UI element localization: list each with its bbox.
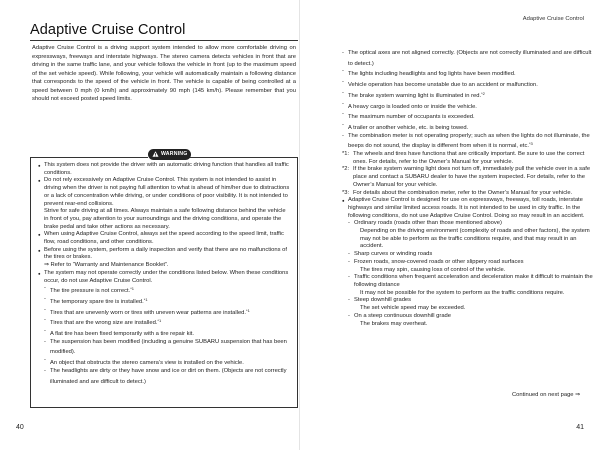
road-condition-item: - Ordinary roads (roads other than those mentioned above) Depending on the driving environment (complexity of roads and other factors), the system may not be able to perform as the traffic conditions require, and that may result in an accident. — [348, 220, 595, 251]
list-item: ● Do not rely excessively on Adaptive Cruise Control. This system is not intended to assist in driving when the driver is not paying full attention to what is ahead of him/her due to distractions or a lack of concentration while driving, or under conditions of poor visibility. It is not intended to prevent rear-end collisions. Strive for safe driving at all times. Always maintain a safe following distance behind the vehicle in front of you, pay attention to your surroundings and the driving conditions, and operate the brake pedal and take other actions as necessary. — [38, 177, 291, 231]
condition-item: - The brake system warning light is illuminated in red.$^{*2}$ — [342, 90, 595, 101]
condition-item: - The temporary spare tire is installed.$^{*1}$ — [44, 296, 291, 307]
reference-link-text: ⇒ Refer to “Warranty and Maintenance Booklet”. — [44, 262, 169, 269]
footnote-list — [342, 151, 595, 197]
warning-label: WARNING — [161, 151, 188, 157]
intro-paragraph: Adaptive Cruise Control is a driving support system intended to allow more comfortable driving on expressways, freeways and interstate highways. The stereo camera detects vehicles in front that are driving in the same traffic lane, and your vehicle follows the vehicle in front (up to the maximum speed of the set vehicle speed). While following, your vehicle will automatically maintain a following distance that corresponds to the speed of the vehicle in front. The vehicle is capable of being controlled at a speed between 0 mph (0 km/h) and approximately 90 mph (145 km/h). Please remember that you should not exceed posted speed limits. — [32, 45, 296, 102]
right-column — [342, 50, 595, 328]
warning-list — [38, 162, 291, 386]
footnote: *3: For details about the combination meter, refer to the Owner’s Manual for your vehicle. — [342, 189, 573, 196]
continued-on-next-page: Continued on next page ⇒ — [511, 392, 580, 398]
condition-item: - The maximum number of occupants is exceeded. — [342, 111, 595, 122]
warning-badge — [148, 145, 186, 163]
title-rule — [30, 40, 298, 41]
condition-item: - The suspension has been modified (including a genuine SUBARU suspension that has been modified). — [44, 339, 291, 357]
condition-item: - An object that obstructs the stereo camera’s view is installed on the vehicle. — [44, 357, 291, 368]
road-condition-item: - Traffic conditions when frequent acceleration and deceleration make it difficult to maintain the following distance It may not be possible for the system to perform as the traffic conditions require. — [348, 274, 595, 297]
road-condition-item: - Sharp curves or winding roads — [348, 251, 595, 259]
condition-item: - The optical axes are not aligned correctly. (Objects are not correctly illuminated and are difficult to detect.) — [342, 50, 595, 68]
condition-list-continued — [342, 50, 595, 151]
condition-item: - The lights including headlights and fog lights have been modified. — [342, 68, 595, 79]
list-item: ● Adaptive Cruise Control is designed for use on expressways, freeways, toll roads, interstate highways and similar limited access roads. It is not intended to be used in city traffic. In the following conditions, do not use Adaptive Cruise Control. Doing so may result in an accident. - Ordinary roads (roads other than those mentioned above) Depending on the driving environment (complexity of roads and other factors), the system may not be able to perform as the traffic conditions require, and that may result in an accident. - Sharp curves or winding roads - Frozen roads, snow-covered roads or other slippery road surfaces The tires may spin, causing loss of control of the vehicle. - Traffic conditions when frequent acceleration and deceleration make it difficult to maintain the following distance It may not be possible for the system to perform as the traffic conditions require. - Steep downhill grades The set vehicle speed may be exceeded. - On a steep continuous downhill grade The brakes may overheat. — [342, 197, 595, 328]
warning-triangle-icon — [152, 151, 159, 157]
condition-item: - Vehicle operation has become unstable due to an accident or malfunction. — [342, 79, 595, 90]
road-condition-item: - On a steep continuous downhill grade The brakes may overheat. — [348, 313, 595, 328]
list-item: ● This system does not provide the driver with an automatic driving function that handles all traffic conditions. — [38, 162, 291, 177]
road-condition-item: - Frozen roads, snow-covered roads or other slippery road surfaces The tires may spin, causing loss of control of the vehicle. — [348, 259, 595, 274]
list-item: ● The system may not operate correctly under the conditions listed below. When these conditions occur, do not use Adaptive Cruise Control. - The tire pressure is not correct.$^{*1}$ - The temporary spare tire is installed.$^{*1}$ - Tires that are unevenly worn or tires with uneven wear patterns are installed.$^{*1}$ - Tires that are the wrong size are installed.$^{*1}$ - A flat tire has been fixed temporarily with a tire repair kit. - The suspension has been modified (including a genuine SUBARU suspension that has been modified). - An object that obstructs the stereo camera’s view is installed on the vehicle. - The headlights are dirty or they have snow and ice or dirt on them. (Objects are not correctly illuminated and are difficult to detect.) — [38, 270, 291, 386]
condition-item: - Tires that are the wrong size are installed.$^{*1}$ — [44, 317, 291, 328]
running-head: Adaptive Cruise Control — [522, 16, 584, 22]
condition-item: - A trailer or another vehicle, etc. is being towed. — [342, 122, 595, 133]
condition-item: - A heavy cargo is loaded onto or inside the vehicle. — [342, 101, 595, 112]
warning-box — [30, 151, 298, 408]
list-item: ● When using Adaptive Cruise Control, always set the speed according to the speed limit, traffic flow, road conditions, and other conditions. — [38, 231, 291, 246]
list-item: ● Before using the system, perform a daily inspection and verify that there are no malfunctions of the tires or brakes. ⇒ Refer to “Warranty and Maintenance Booklet”. — [38, 247, 291, 270]
page-number-right: 41 — [576, 424, 584, 431]
condition-item: - The tire pressure is not correct.$^{*1}$ — [44, 285, 291, 296]
footnote: *1: The wheels and tires have functions that are critically important. Be sure to use the correct ones. For details, refer to the Owner’s Manual for your vehicle. — [342, 151, 585, 165]
condition-list — [44, 285, 291, 386]
condition-item: - The headlights are dirty or they have snow and ice or dirt on them. (Objects are not correctly illuminated and are difficult to detect.) — [44, 368, 291, 386]
footnote: *2: If the brake system warning light does not turn off, immediately pull the vehicle over in a safe place and contact a SUBARU dealer to have the system inspected. For details, refer to the Owner’s Manual for your vehicle. — [342, 166, 591, 188]
condition-item: - Tires that are unevenly worn or tires with uneven wear patterns are installed.$^{*1}$ — [44, 307, 291, 318]
road-condition-list — [348, 220, 595, 328]
right-page — [300, 0, 600, 450]
condition-item: - The combination meter is not operating properly; such as when the lights do not illuminate, the beeps do not sound, the display is different from when it is normal, etc.$^{*3}$ — [342, 133, 595, 151]
condition-item: - A flat tire has been fixed temporarily with a tire repair kit. — [44, 328, 291, 339]
page-title: Adaptive Cruise Control — [30, 22, 186, 38]
page-number-left: 40 — [16, 424, 24, 431]
road-condition-item: - Steep downhill grades The set vehicle speed may be exceeded. — [348, 297, 595, 312]
usage-bullet-list — [342, 197, 595, 328]
